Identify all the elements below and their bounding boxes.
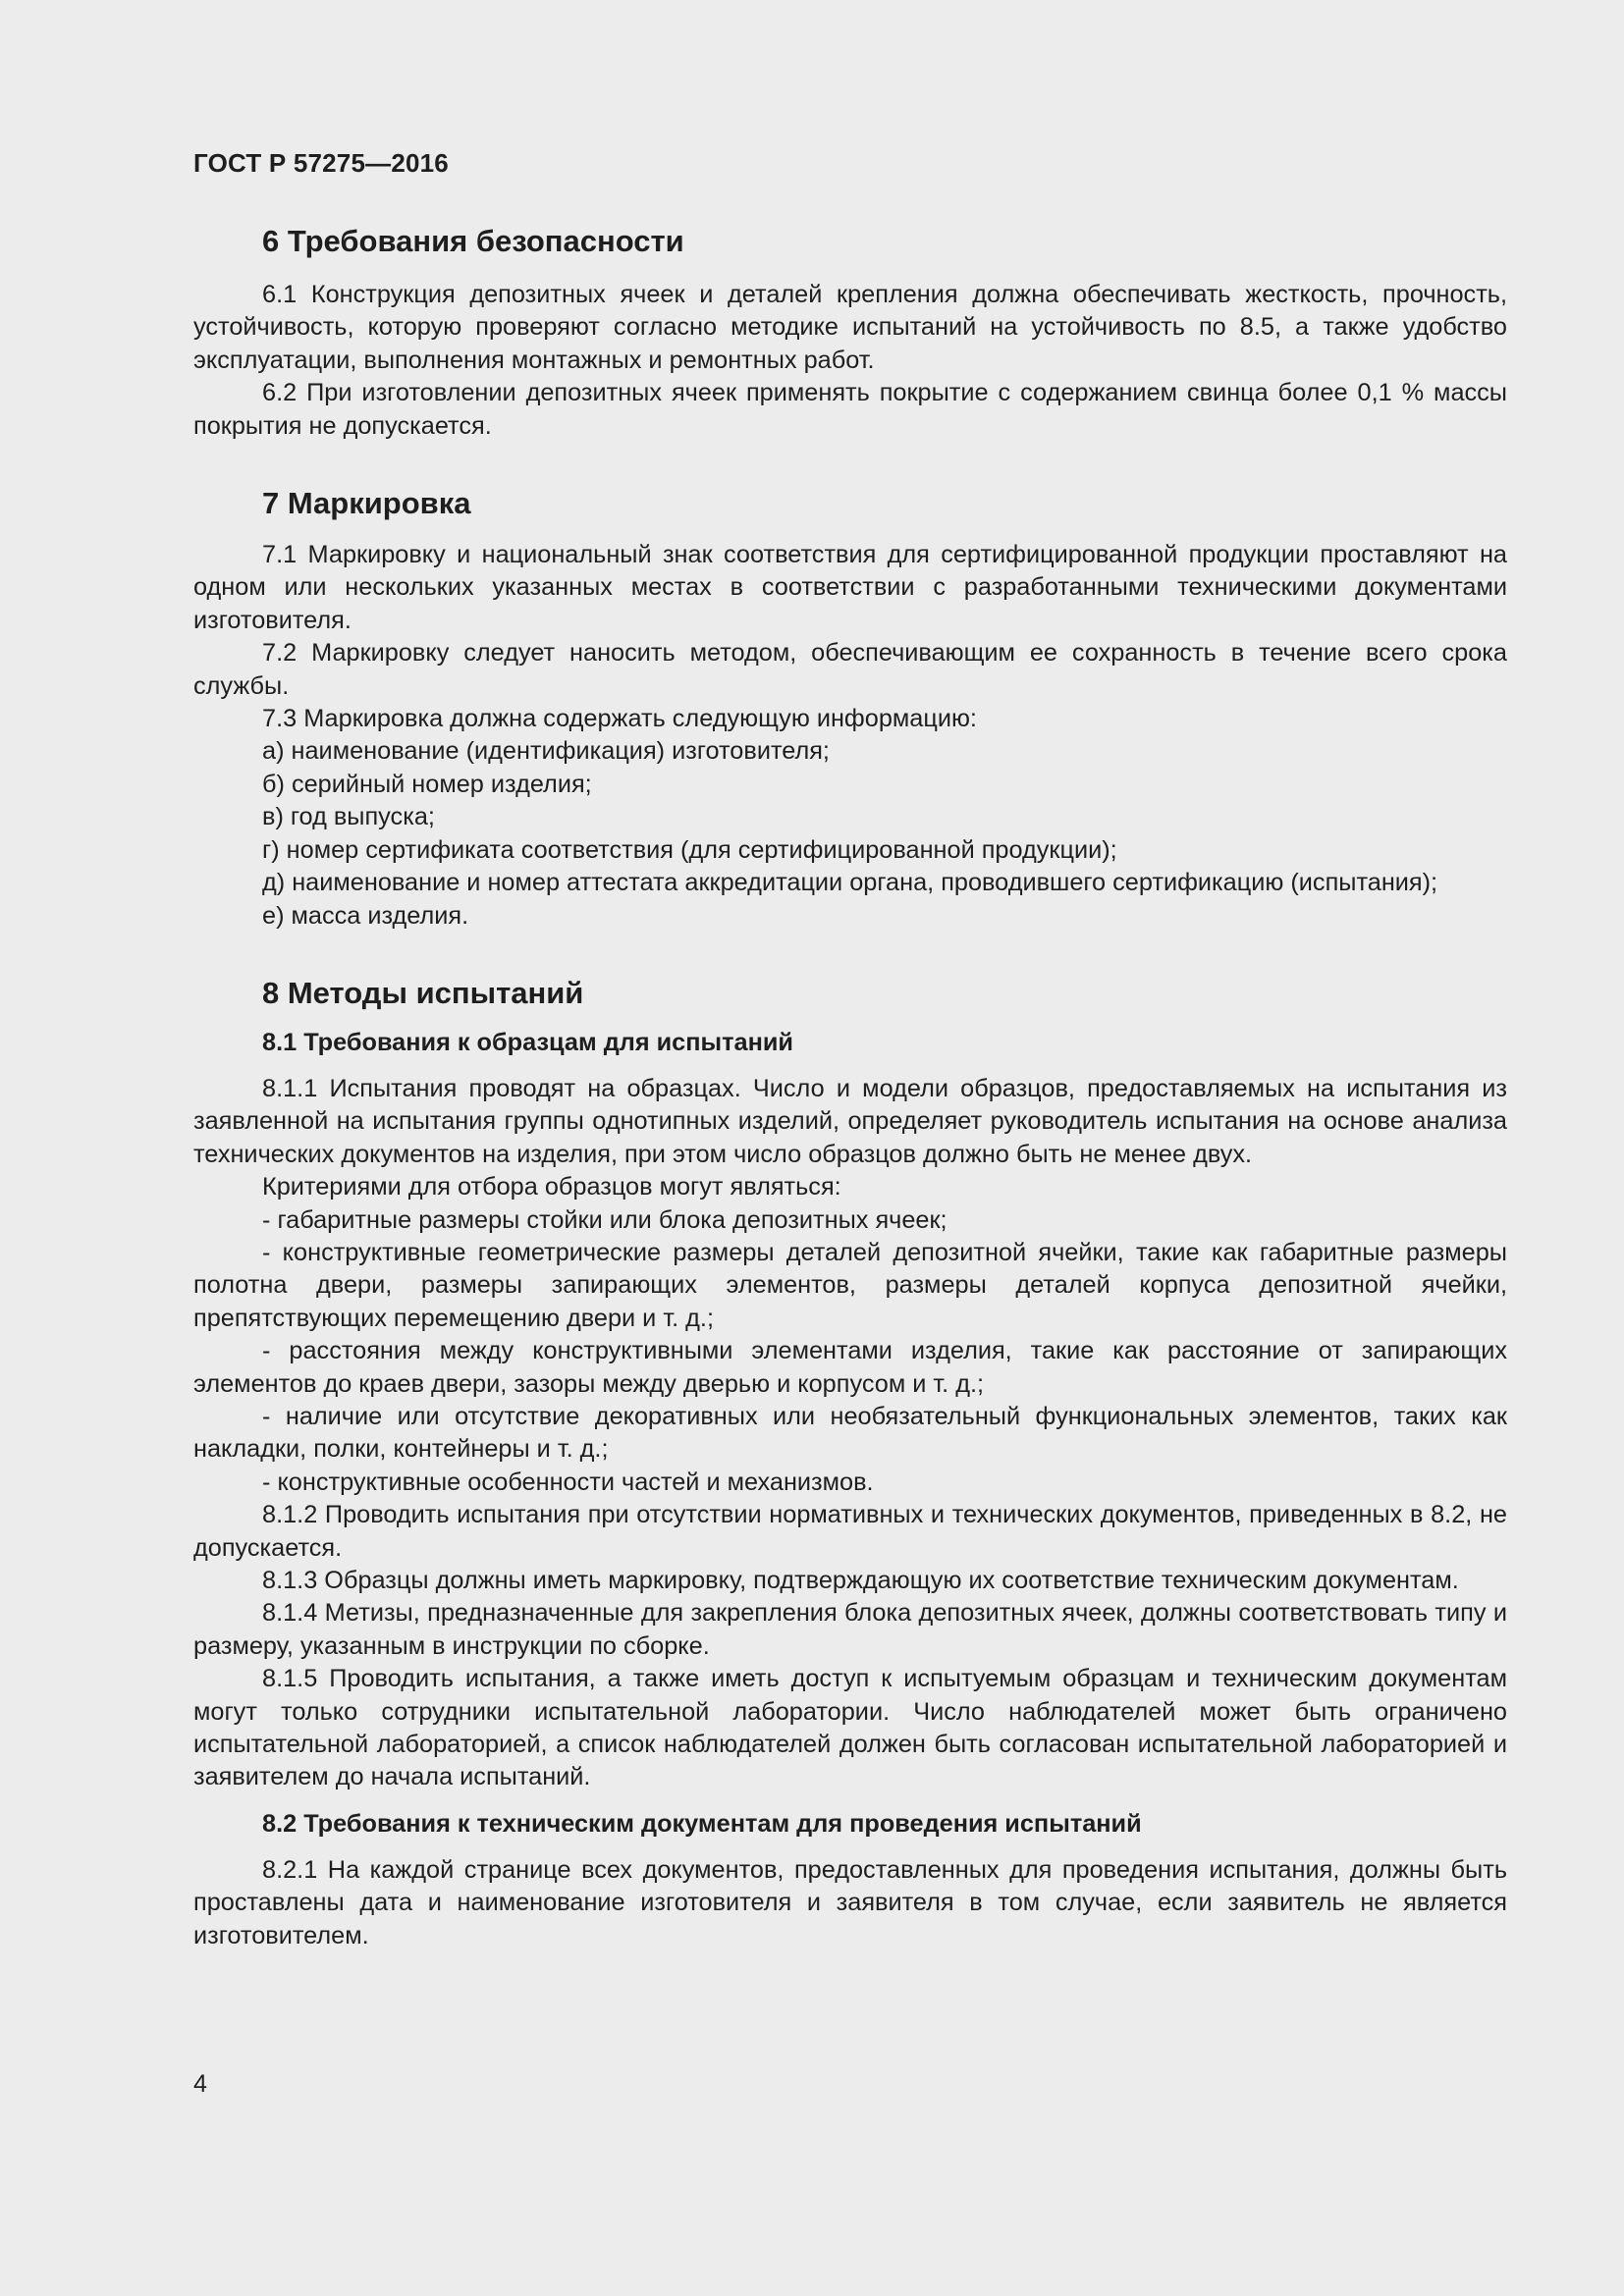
dash-item: - конструктивные геометрические размеры деталей депозитной ячейки, такие как габаритные размеры полотна двери, размеры запирающих элементов, размеры деталей корпуса депозитной ячейки, препятствующих перемещению двери и т. д.; bbox=[193, 1238, 1507, 1332]
page-body bbox=[193, 222, 1507, 1952]
page-number: 4 bbox=[193, 2070, 207, 2098]
paragraph-7-1: 7.1 Маркировку и национальный знак соответствия для сертифицированной продукции проставляют на одном или нескольких указанных местах в соответствии с разработанными техническими документами изготовителя. bbox=[193, 541, 1507, 634]
paragraph-8-1-3: 8.1.3 Образцы должны иметь маркировку, подтверждающую их соответствие техническим документам. bbox=[262, 1567, 1459, 1594]
dash-item: - конструктивные особенности частей и механизмов. bbox=[262, 1468, 874, 1496]
dash-item: - расстояния между конструктивными элементами изделия, такие как расстояние от запирающих элементов до краев двери, зазоры между дверью и корпусом и т. д.; bbox=[193, 1337, 1507, 1398]
section-6-title: 6 Требования безопасности bbox=[262, 224, 684, 258]
list-item: а) наименование (идентификация) изготовителя; bbox=[262, 737, 830, 766]
dash-item: - наличие или отсутствие декоративных или необязательный функциональных элементов, таких как накладки, полки, контейнеры и т. д.; bbox=[193, 1402, 1507, 1464]
list-item: б) серийный номер изделия; bbox=[262, 770, 592, 798]
paragraph-8-1-2: 8.1.2 Проводить испытания при отсутствии нормативных и технических документов, приведенных в 8.2, не допускается. bbox=[193, 1501, 1507, 1562]
paragraph-6-2: 6.2 При изготовлении депозитных ячеек применять покрытие с содержанием свинца более 0,1 % массы покрытия не допускается. bbox=[193, 379, 1507, 440]
criteria-intro: Критериями для отбора образцов могут являться: bbox=[262, 1173, 841, 1201]
paragraph-8-1-1: 8.1.1 Испытания проводят на образцах. Число и модели образцов, предоставляемых на испытания из заявленной на испытания группы однотипных изделий, определяет руководитель испытания на основе анализа технических документов на изделия, при этом число образцов должно быть не менее двух. bbox=[193, 1074, 1507, 1168]
paragraph-7-2: 7.2 Маркировку следует наносить методом, обеспечивающим ее сохранность в течение всего срока службы. bbox=[193, 639, 1507, 700]
paragraph-6-1: 6.1 Конструкция депозитных ячеек и деталей крепления должна обеспечивать жесткость, прочность, устойчивость, которую проверяют согласно методике испытаний на устойчивость по 8.5, а также удобство эксплуатации, выполнения монтажных и ремонтных работ. bbox=[193, 281, 1507, 374]
list-item: д) наименование и номер аттестата аккредитации органа, проводившего сертификацию (испытания); bbox=[262, 869, 1438, 897]
paragraph-8-2-1: 8.2.1 На каждой странице всех документов, предоставленных для проведения испытания, должны быть проставлены дата и наименование изготовителя и заявителя в том случае, если заявитель не является изготовителем. bbox=[193, 1855, 1507, 1949]
paragraph-8-1-4: 8.1.4 Метизы, предназначенные для закрепления блока депозитных ячеек, должны соответствовать типу и размеру, указанным в инструкции по сборке. bbox=[193, 1599, 1507, 1660]
paragraph-8-1-5: 8.1.5 Проводить испытания, а также иметь доступ к испытуемым образцам и техническим документам могут только сотрудники испытательной лаборатории. Число наблюдателей может быть ограничено испытательной лабораторией, а список наблюдателей должен быть согласован испытательной лабораторией и заявителем до начала испытаний. bbox=[193, 1665, 1507, 1791]
list-item: е) масса изделия. bbox=[262, 901, 469, 930]
paragraph-7-3: 7.3 Маркировка должна содержать следующую информацию: bbox=[262, 705, 977, 733]
subsection-8-2-title: 8.2 Требования к техническим документам для проведения испытаний bbox=[262, 1809, 1142, 1838]
document-code-header: ГОСТ Р 57275—2016 bbox=[193, 148, 449, 178]
subsection-8-1-title: 8.1 Требования к образцам для испытаний bbox=[262, 1028, 793, 1056]
dash-item: - габаритные размеры стойки или блока депозитных ячеек; bbox=[262, 1205, 947, 1234]
list-item: в) год выпуска; bbox=[262, 803, 435, 831]
section-7-title: 7 Маркировка bbox=[262, 486, 471, 521]
list-item: г) номер сертификата соответствия (для сертифицированной продукции); bbox=[262, 835, 1117, 864]
section-8-title: 8 Методы испытаний bbox=[262, 975, 584, 1010]
